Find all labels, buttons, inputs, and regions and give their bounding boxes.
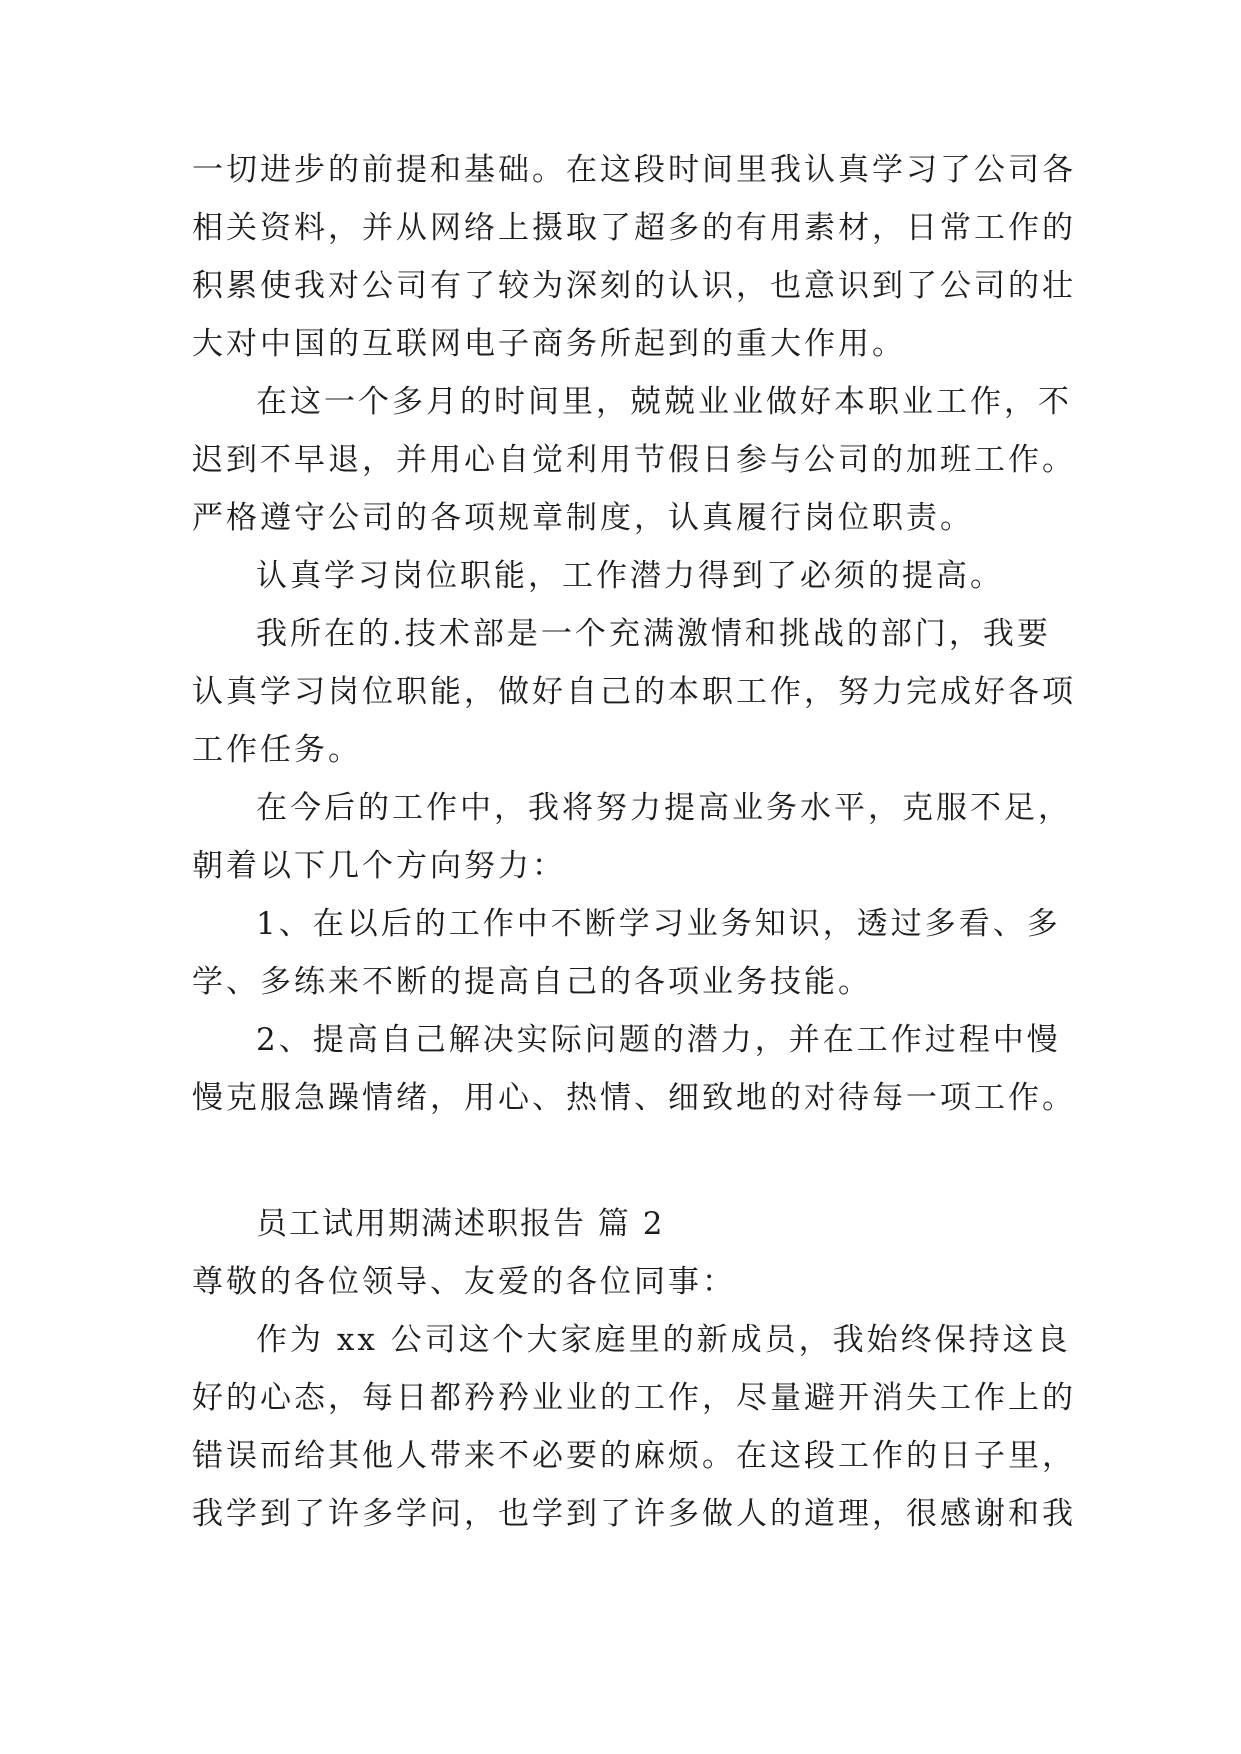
body-text-line: 积累使我对公司有了较为深刻的认识，也意识到了公司的壮	[192, 268, 1076, 304]
body-text-line: 我所在的.技术部是一个充满激情和挑战的部门，我要	[256, 616, 1051, 652]
body-text-line: 错误而给其他人带来不必要的麻烦。在这段工作的日子里，	[192, 1438, 1076, 1474]
body-text-line: 1、在以后的工作中不断学习业务知识，透过多看、多	[256, 906, 1061, 942]
body-text-line: 慢克服急躁情绪，用心、热情、细致地的对待每一项工作。	[192, 1080, 1076, 1116]
body-text-line: 认真学习岗位职能，工作潜力得到了必须的提高。	[256, 558, 1004, 594]
body-text-line: 相关资料，并从网络上摄取了超多的有用素材，日常工作的	[192, 210, 1076, 246]
salutation: 尊敬的各位领导、友爱的各位同事：	[192, 1264, 736, 1300]
body-text-line: 我学到了许多学问，也学到了许多做人的道理，很感谢和我	[192, 1496, 1076, 1532]
section-title: 员工试用期满述职报告 篇 2	[256, 1206, 665, 1242]
body-text-line: 朝着以下几个方向努力：	[192, 848, 566, 884]
body-text-line: 严格遵守公司的各项规章制度，认真履行岗位职责。	[192, 500, 974, 536]
body-text-line: 工作任务。	[192, 732, 362, 768]
body-text-line: 一切进步的前提和基础。在这段时间里我认真学习了公司各	[192, 152, 1076, 188]
body-text-line: 好的心态，每日都矜矜业业的工作，尽量避开消失工作上的	[192, 1380, 1076, 1416]
body-text-line: 迟到不早退，并用心自觉利用节假日参与公司的加班工作。	[192, 442, 1076, 478]
body-text-line: 在这一个多月的时间里，兢兢业业做好本职业工作，不	[256, 384, 1072, 420]
body-text-line: 学、多练来不断的提高自己的各项业务技能。	[192, 964, 872, 1000]
body-text-line: 作为 xx 公司这个大家庭里的新成员，我始终保持这良	[256, 1322, 1071, 1358]
body-text-line: 2、提高自己解决实际问题的潜力，并在工作过程中慢	[256, 1022, 1061, 1058]
body-text-line: 大对中国的互联网电子商务所起到的重大作用。	[192, 326, 906, 362]
body-text-line: 认真学习岗位职能，做好自己的本职工作，努力完成好各项	[192, 674, 1076, 710]
body-text-line: 在今后的工作中，我将努力提高业务水平，克服不足，	[256, 790, 1072, 826]
